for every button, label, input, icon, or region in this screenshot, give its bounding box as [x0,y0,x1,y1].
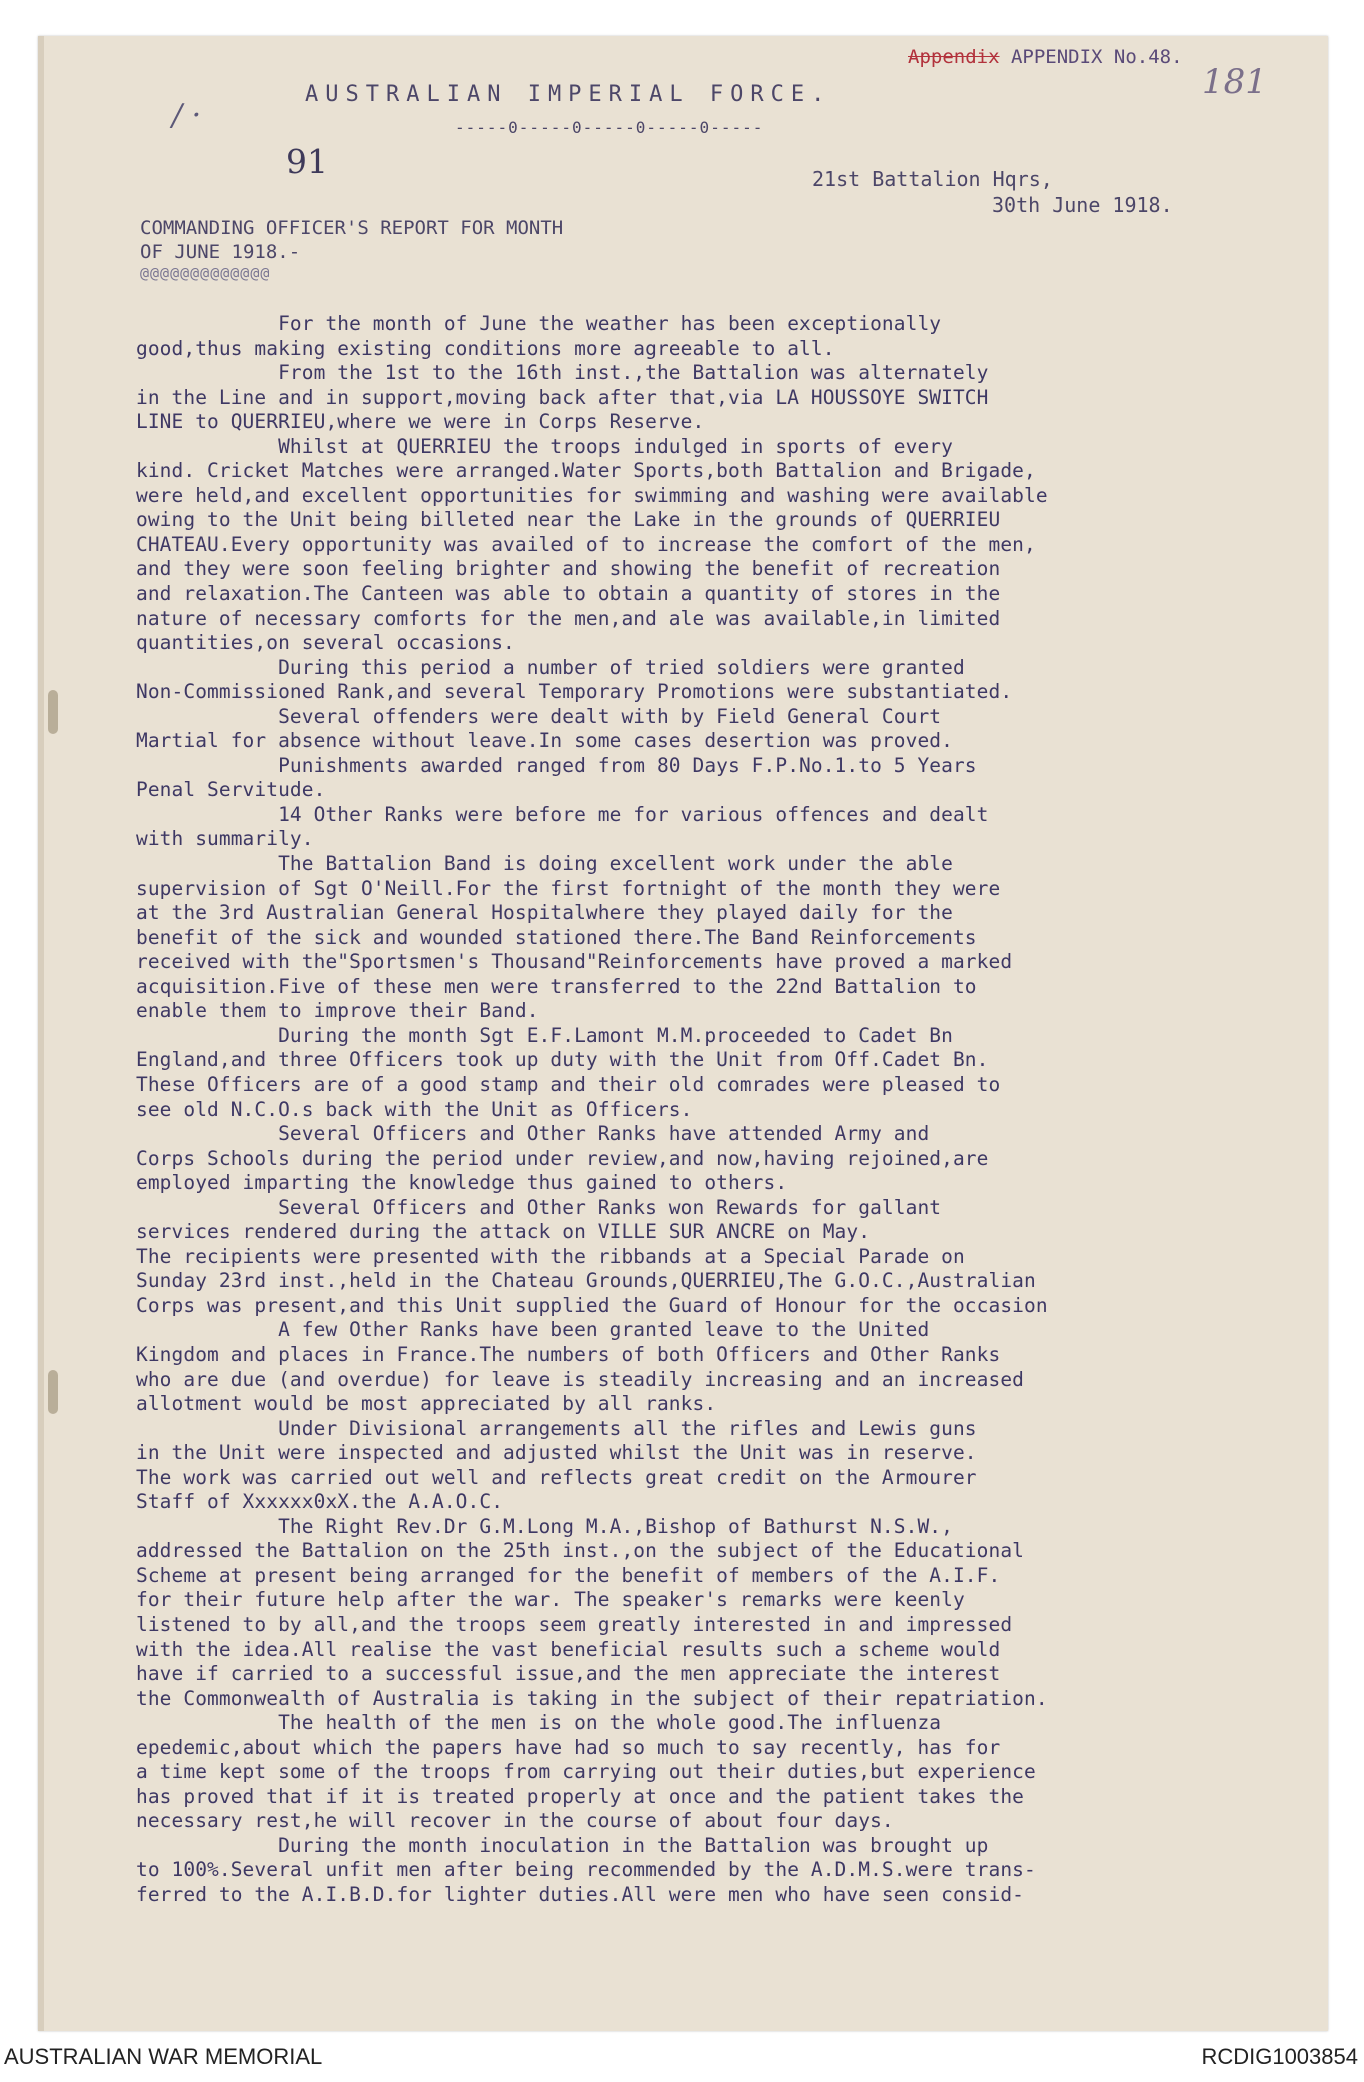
file-number: 91 [286,142,328,181]
body-line: epedemic,about which the papers have had so much to say recently, has for [136,1735,1001,1759]
body-line: During the month Sgt E.F.Lamont M.M.proceeded to Cadet Bn [136,1023,953,1047]
footer-source: AUSTRALIAN WAR MEMORIAL [4,2044,323,2069]
body-line: services rendered during the attack on VILLE SUR ANCRE on May. [136,1220,871,1244]
body-line: Sunday 23rd inst.,held in the Chateau Grounds,QUERRIEU,The G.O.C.,Australian [136,1269,1036,1293]
body-line: listened to by all,and the troops seem greatly interested in and impressed [136,1612,1013,1636]
report-title-line2: OF JUNE 1918.- [140,241,301,263]
body-line: Under Divisional arrangements all the rifles and Lewis guns [136,1416,977,1440]
body-line: Kingdom and places in France.The numbers of both Officers and Other Ranks [136,1342,1001,1366]
body-line: Martial for absence without leave.In some cases desertion was proved. [136,729,953,753]
body-line: have if carried to a successful issue,and the men appreciate the interest [136,1662,1001,1686]
body-line: benefit of the sick and wounded stationed there.The Band Reinforcements [136,925,977,949]
body-line: enable them to improve their Band. [136,999,539,1023]
body-line: For the month of June the weather has been exceptionally [136,312,942,335]
body-line: with the idea.All realise the vast beneficial results such a scheme would [136,1637,1001,1661]
date-line: 30th June 1918. [992,193,1173,217]
body-line: During the month inoculation in the Battalion was brought up [136,1833,989,1857]
body-line: in the Unit were inspected and adjusted whilst the Unit was in reserve. [136,1441,977,1465]
header-title: AUSTRALIAN IMPERIAL FORCE. [305,82,832,107]
body-line: These Officers are of a good stamp and their old comrades were pleased to [136,1072,1001,1096]
body-line: addressed the Battalion on the 25th inst.,on the subject of the Educational [136,1539,1024,1563]
report-title-line1: COMMANDING OFFICER'S REPORT FOR MONTH [140,217,564,239]
body-line: quantities,on several occasions. [136,631,515,655]
body-line: CHATEAU.Every opportunity was availed of to increase the comfort of the men, [136,532,1036,556]
body-line: Corps Schools during the period under review,and now,having rejoined,are [136,1146,989,1170]
unit-line: 21st Battalion Hqrs, [812,167,1053,191]
body-line: The Right Rev.Dr G.M.Long M.A.,Bishop of Bathurst N.S.W., [136,1514,953,1538]
body-line: has proved that if it is treated properly at once and the patient takes the [136,1784,1024,1808]
body-line: to 100%.Several unfit men after being recommended by the A.D.M.S.were trans- [136,1858,1036,1882]
body-line: were held,and excellent opportunities for swimming and washing were available [136,483,1048,507]
body-line: nature of necessary comforts for the men,and ale was available,in limited [136,606,1001,630]
binding-hole [48,690,58,734]
body-line: The health of the men is on the whole good.The influenza [136,1711,942,1735]
body-line: who are due (and overdue) for leave is steadily increasing and an increased [136,1367,1024,1391]
appendix-stamp [908,46,1183,68]
body-line: in the Line and in support,moving back after that,via LA HOUSSOYE SWITCH [136,385,989,409]
body-line: and relaxation.The Canteen was able to obtain a quantity of stores in the [136,582,1001,606]
body-line: England,and three Officers took up duty with the Unit from Off.Cadet Bn. [136,1048,989,1072]
body-line: Staff of Xxxxxx0xX.the A.A.O.C. [136,1490,504,1514]
body-line: with summarily. [136,827,314,851]
date-block [812,166,1173,218]
body-line: Corps was present,and this Unit supplied the Guard of Honour for the occasion [136,1293,1048,1317]
body-line: good,thus making existing conditions more agreeable to all. [136,336,835,360]
body-line: During this period a number of tried soldiers were granted [136,655,965,679]
page-binding-edge [38,36,44,2031]
body-line: Several Officers and Other Ranks have attended Army and [136,1122,930,1146]
body-line: The work was carried out well and reflects great credit on the Armourer [136,1465,977,1489]
margin-mark: / · [172,98,202,133]
body-line: at the 3rd Australian General Hospitalwhere they played daily for the [136,901,953,925]
body-line: LINE to QUERRIEU,where we were in Corps Reserve. [136,410,705,434]
body-line: The recipients were presented with the ribbands at a Special Parade on [136,1244,965,1268]
appendix-label: APPENDIX No.48. [1010,46,1183,68]
body-line: employed imparting the knowledge thus gained to others. [136,1171,788,1195]
body-line: ferred to the A.I.B.D.for lighter duties.All were men who have seen consid- [136,1883,1024,1906]
report-body [136,312,1316,1908]
body-line: 14 Other Ranks were before me for various offences and dealt [136,802,989,826]
body-line: The Battalion Band is doing excellent work under the able [136,852,953,876]
body-line: and they were soon feeling brighter and showing the benefit of recreation [136,557,1001,581]
body-line: the Commonwealth of Australia is taking in the subject of their repatriation. [136,1686,1048,1710]
body-line: received with the"Sportsmen's Thousand"Reinforcements have proved a marked [136,950,1013,974]
body-line: necessary rest,he will recover in the course of about four days. [136,1809,894,1833]
report-title [140,216,563,264]
body-line: Whilst at QUERRIEU the troops indulged in sports of every [136,434,953,458]
body-line: Non-Commissioned Rank,and several Temporary Promotions were substantiated. [136,680,1013,704]
body-line: Penal Servitude. [136,778,326,802]
body-line: Punishments awarded ranged from 80 Days F.P.No.1.to 5 Years [136,753,977,777]
body-line: owing to the Unit being billeted near the Lake in the grounds of QUERRIEU [136,508,1001,532]
body-line: Several Officers and Other Ranks won Rewards for gallant [136,1195,942,1219]
body-line: acquisition.Five of these men were transferred to the 22nd Battalion to [136,974,977,998]
folio-number: 181 [1202,62,1267,102]
body-line: kind. Cricket Matches were arranged.Water Sports,both Battalion and Brigade, [136,459,1036,483]
body-line: A few Other Ranks have been granted leave to the United [136,1318,930,1342]
footer-catalog-id: RCDIG1003854 [1201,2044,1358,2069]
body-line: allotment would be most appreciated by all ranks. [136,1392,717,1416]
body-line: supervision of Sgt O'Neill.For the first fortnight of the month they were [136,876,1001,900]
binding-hole [48,1370,58,1414]
body-line: From the 1st to the 16th inst.,the Battalion was alternately [136,361,989,385]
title-underline: @@@@@@@@@@@@@ [140,264,271,282]
header-rule: -----0-----0-----0-----0----- [455,118,764,137]
appendix-struck-word: Appendix [908,46,1000,68]
body-line: see old N.C.O.s back with the Unit as Officers. [136,1097,693,1121]
body-line: a time kept some of the troops from carrying out their duties,but experience [136,1760,1036,1784]
body-line: Several offenders were dealt with by Field General Court [136,704,942,728]
body-line: Scheme at present being arranged for the benefit of members of the A.I.F. [136,1563,1001,1587]
body-line: for their future help after the war. The speaker's remarks were keenly [136,1588,965,1612]
